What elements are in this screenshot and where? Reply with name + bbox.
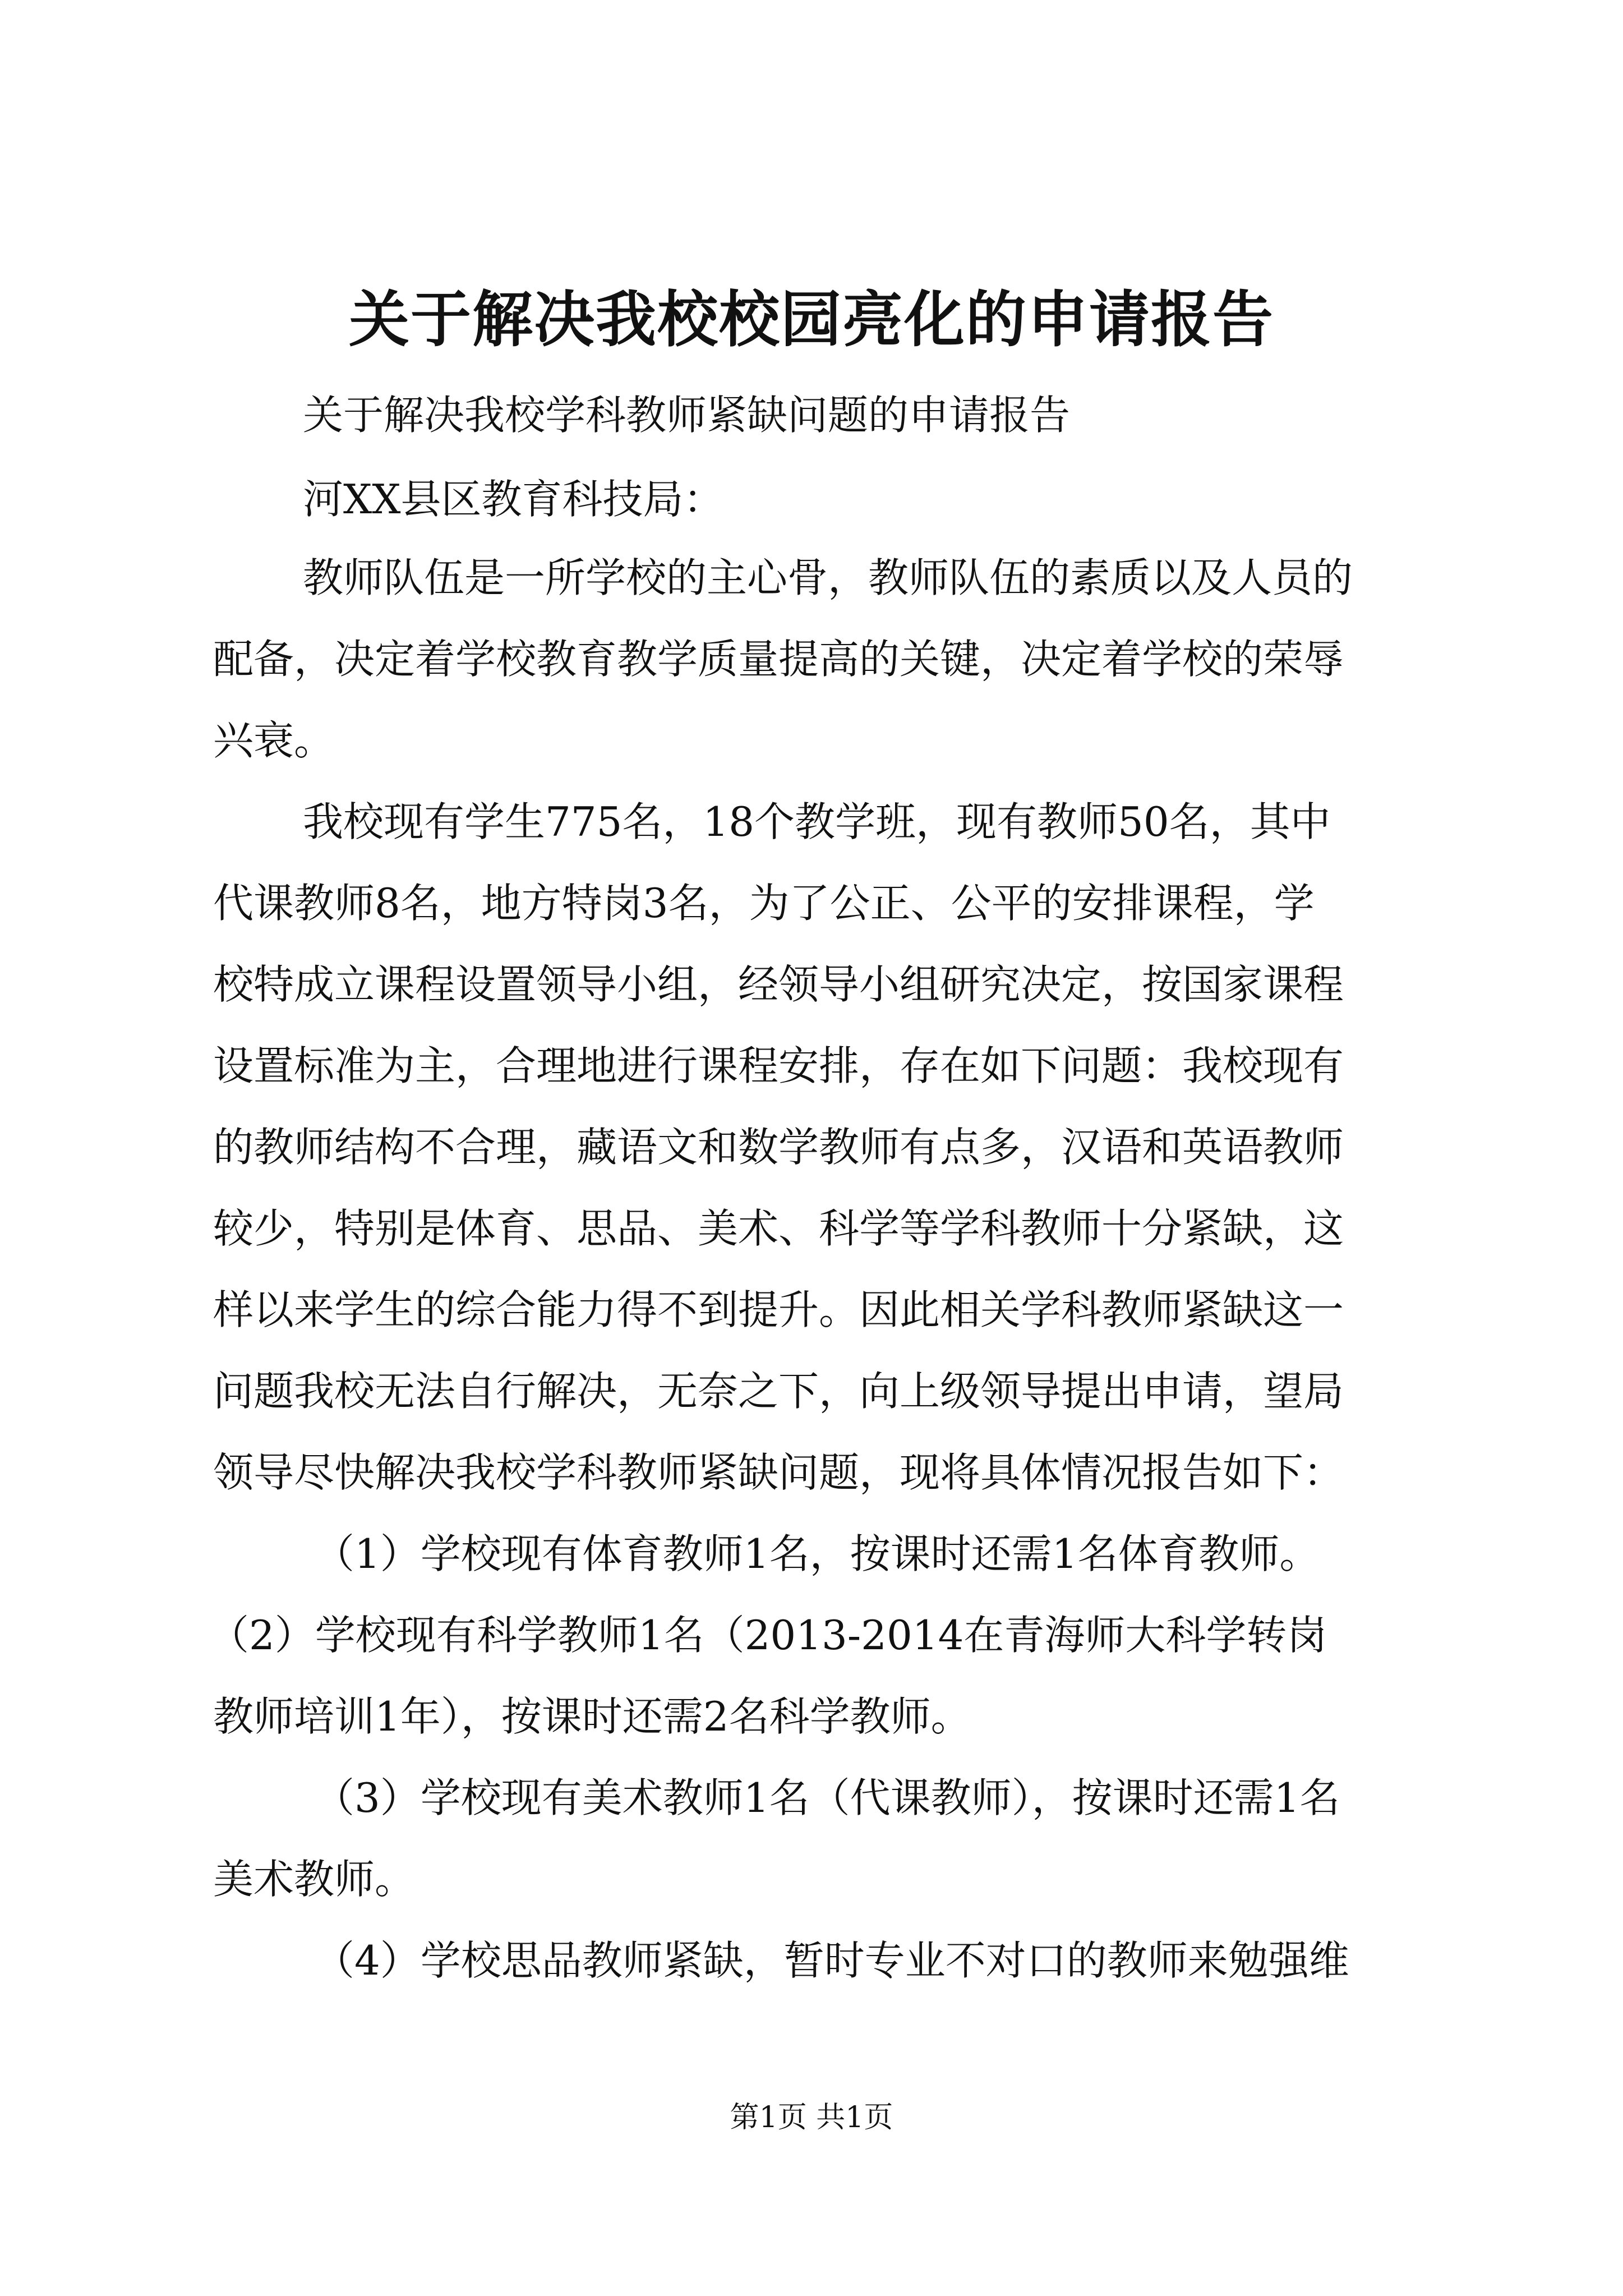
paragraph-line: 配备，决定着学校教育教学质量提高的关键，决定着学校的荣辱 — [213, 636, 1344, 683]
list-item-line: （1）学校现有体育教师1名，按课时还需1名体育教师。 — [314, 1530, 1320, 1577]
paragraph-line: 较少，特别是体育、思品、美术、科学等学科教师十分紧缺，这 — [213, 1205, 1344, 1252]
paragraph-line: 样以来学生的综合能力得不到提升。因此相关学科教师紧缺这一 — [213, 1286, 1344, 1333]
subject-line: 关于解决我校学科教师紧缺问题的申请报告 — [303, 392, 1071, 439]
paragraph-line: 代课教师8名，地方特岗3名，为了公正、公平的安排课程，学 — [213, 880, 1315, 927]
list-item-line: 教师培训1年），按课时还需2名科学教师。 — [213, 1693, 971, 1740]
list-item-line: （3）学校现有美术教师1名（代课教师），按课时还需1名 — [314, 1774, 1340, 1821]
list-item-line: 美术教师。 — [213, 1856, 416, 1903]
page-footer: 第1页 共1页 — [730, 2101, 893, 2134]
addressee-line: 河XX县区教育科技局： — [303, 476, 724, 523]
document-title: 关于解决我校校园亮化的申请报告 — [348, 284, 1274, 355]
paragraph-line: 教师队伍是一所学校的主心骨，教师队伍的素质以及人员的 — [303, 554, 1353, 601]
paragraph-line: 的教师结构不合理，藏语文和数学教师有点多，汉语和英语教师 — [213, 1124, 1344, 1171]
paragraph-line: 兴衰。 — [213, 717, 335, 764]
paragraph-line: 校特成立课程设置领导小组，经领导小组研究决定，按国家课程 — [213, 961, 1344, 1008]
paragraph-line: 问题我校无法自行解决，无奈之下，向上级领导提出申请，望局 — [213, 1368, 1344, 1415]
list-item-line: （2）学校现有科学教师1名（2013-2014在青海师大科学转岗 — [209, 1612, 1327, 1659]
paragraph-line: 领导尽快解决我校学科教师紧缺问题，现将具体情况报告如下： — [213, 1449, 1344, 1496]
paragraph-line: 我校现有学生775名，18个教学班，现有教师50名，其中 — [303, 798, 1331, 845]
paragraph-line: 设置标准为主，合理地进行课程安排，存在如下问题：我校现有 — [213, 1042, 1344, 1089]
list-item-line: （4）学校思品教师紧缺，暂时专业不对口的教师来勉强维 — [314, 1937, 1349, 1984]
